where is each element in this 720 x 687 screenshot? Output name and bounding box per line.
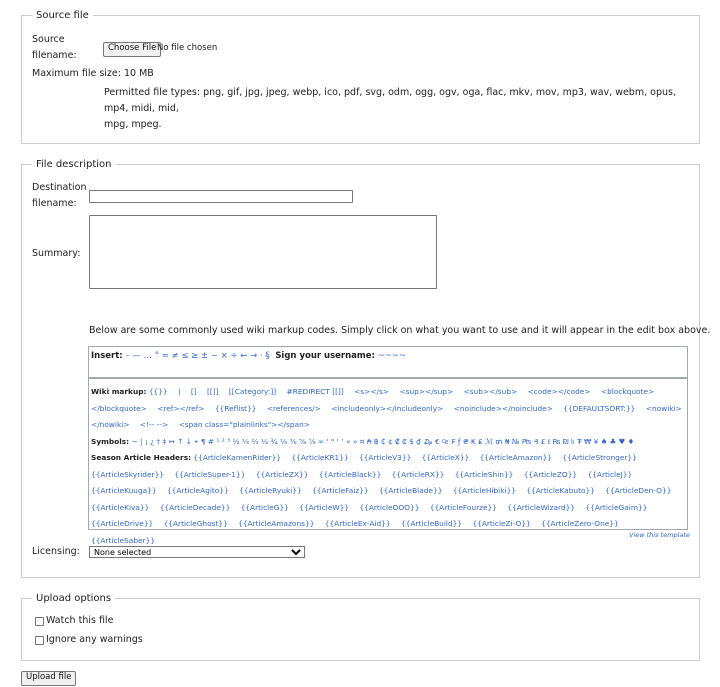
season-header-item[interactable]: {{ArticleBuild}}	[401, 519, 463, 528]
ignore-warnings-label: Ignore any warnings	[46, 634, 143, 645]
season-header-item[interactable]: {{ArticleSuper-1}}	[174, 469, 246, 479]
wiki-markup-item[interactable]: <sub></sub>	[463, 387, 518, 396]
symbols-chars[interactable]: ~ | ¡ ¿ † ‡ ↔ ↑ ↓ • ¶ # ¹ ² ³ ½ ⅓ ⅔ ¼ ¾ ⅛ ⅜ ⅝ ⅞ ∞ ' " ‘ ’ « » ¤ ₳ ฿ ₵ ¢ ₡ ₢ $ ₫ ₯ € ₠ ₣ ƒ ₴ ₭ ₤ ℳ ₥ ₦ № ₧ ₰ £ ៛ ₨ ₪ ৳ ₮ ₩ ¥ ♠ ♣ ♥ ♦	[131, 436, 635, 446]
season-header-item[interactable]: {{ArticleShin}}	[454, 469, 514, 479]
source-filename-label: Source filename:	[32, 34, 77, 61]
wiki-markup-row	[91, 384, 687, 434]
season-header-item[interactable]: {{ArticleKabuto}}	[526, 486, 595, 495]
wiki-markup-item[interactable]: <blockquote></blockquote>	[91, 387, 655, 413]
no-file-chosen-text: No file chosen	[157, 43, 218, 53]
wiki-markup-item[interactable]: <includeonly></includeonly>	[331, 403, 444, 413]
wiki-markup-item[interactable]: <nowiki></nowiki>	[91, 403, 682, 429]
insert-label: Insert:	[91, 351, 123, 361]
watch-file-checkbox[interactable]	[35, 617, 44, 626]
season-header-item[interactable]: {{ArticleBlade}}	[378, 486, 443, 495]
ignore-warnings-checkbox[interactable]	[35, 636, 44, 645]
wiki-markup-item[interactable]: |	[178, 387, 181, 396]
season-header-item[interactable]: {{ArticleZero-One}}	[541, 519, 619, 528]
season-header-item[interactable]: {{ArticleKiva}}	[91, 502, 150, 512]
licensing-label: Licensing:	[32, 546, 80, 557]
season-header-item[interactable]: {{ArticleSaber}}	[91, 535, 156, 545]
summary-textarea[interactable]	[89, 215, 437, 289]
sign-username-label: Sign your username:	[275, 351, 375, 361]
season-header-item[interactable]: {{ArticleZO}}	[523, 469, 578, 479]
licensing-select[interactable]	[89, 546, 305, 558]
season-header-item[interactable]: {{ArticleAgito}}	[166, 486, 229, 495]
season-header-item[interactable]: {{ArticleHibiki}}	[452, 486, 516, 495]
insert-chars[interactable]: – — … ° ≈ ≠ ≤ ≥ ± − × ÷ ← → · §	[125, 351, 270, 361]
season-header-item[interactable]: {{ArticleRX}}	[391, 469, 445, 479]
season-header-item[interactable]: {{ArticleKR1}}	[291, 453, 349, 462]
season-header-item[interactable]: {{ArticleGhost}}	[163, 519, 228, 528]
file-description-legend: File description	[36, 159, 112, 170]
max-file-size: Maximum file size: 10 MB	[32, 68, 154, 79]
wiki-markup-item[interactable]: <sup></sup>	[399, 387, 454, 396]
symbols-row	[91, 434, 687, 451]
season-header-item[interactable]: {{ArticleKamenRider}}	[193, 453, 282, 462]
wiki-markup-item[interactable]: [[]]	[207, 387, 219, 396]
wiki-markup-content	[91, 384, 687, 549]
season-header-item[interactable]: {{ArticleZi-O}}	[472, 519, 531, 528]
season-headers-label: Season Article Headers:	[91, 453, 192, 462]
wiki-markup-item[interactable]: [[Category:]]	[228, 387, 277, 396]
wiki-markup-item[interactable]: []	[190, 387, 197, 396]
season-header-item[interactable]: {{ArticleDrive}}	[91, 519, 154, 528]
season-headers-row	[91, 450, 687, 549]
season-header-item[interactable]: {{ArticleW}}	[299, 502, 350, 512]
wiki-markup-item[interactable]: <noinclude></noinclude>	[453, 403, 553, 413]
season-header-item[interactable]: {{ArticleWizard}}	[507, 502, 576, 512]
markup-help-text: Below are some commonly used wiki markup codes. Simply click on what you want to use and it will appear in the edit box above.	[89, 325, 711, 336]
destination-filename-label: Destination filename:	[32, 182, 87, 209]
watch-file-label: Watch this file	[46, 615, 114, 626]
wiki-markup-list	[91, 387, 682, 429]
wiki-markup-item[interactable]: {{Reflist}}	[214, 403, 257, 413]
sign-username-link[interactable]: ~~~~	[377, 351, 407, 361]
upload-options-legend: Upload options	[36, 593, 112, 604]
destination-filename-input[interactable]	[89, 190, 353, 203]
summary-label: Summary:	[32, 248, 81, 259]
season-header-item[interactable]: {{ArticleFaiz}}	[312, 486, 369, 495]
season-header-item[interactable]: {{ArticleZX}}	[255, 469, 309, 479]
wiki-markup-item[interactable]: <s></s>	[354, 387, 390, 396]
season-headers-list	[91, 453, 679, 545]
season-header-item[interactable]: {{ArticleAmazon}}	[479, 453, 552, 462]
wiki-markup-item[interactable]: <!-- -->	[139, 420, 169, 429]
wiki-markup-item[interactable]: <ref></ref>	[157, 403, 205, 413]
season-header-item[interactable]: {{ArticleRyuki}}	[239, 486, 302, 495]
symbols-label: Symbols:	[91, 436, 130, 446]
season-header-item[interactable]: {{ArticleFourze}}	[429, 502, 497, 512]
choose-file-button[interactable]: Choose File	[103, 42, 161, 57]
season-header-item[interactable]: {{ArticleStronger}}	[562, 453, 637, 462]
wiki-markup-item[interactable]: #REDIRECT [[]]	[286, 387, 344, 396]
season-header-item[interactable]: {{ArticleDen-O}}	[605, 486, 672, 495]
insert-row	[91, 350, 406, 362]
wiki-markup-item[interactable]: {{DEFAULTSORT:}}	[563, 403, 636, 413]
season-header-item[interactable]: {{ArticleJ}}	[587, 469, 633, 479]
season-header-item[interactable]: {{ArticleV3}}	[359, 453, 412, 462]
wiki-markup-label: Wiki markup:	[91, 387, 147, 396]
season-header-item[interactable]: {{ArticleKuuga}}	[91, 486, 157, 495]
season-header-item[interactable]: {{ArticleGaim}}	[585, 502, 648, 512]
wiki-markup-item[interactable]: <references/>	[266, 403, 321, 413]
season-header-item[interactable]: {{ArticleG}}	[240, 502, 289, 512]
season-header-item[interactable]: {{ArticleSkyrider}}	[91, 469, 164, 479]
season-header-item[interactable]: {{ArticleEx-Aid}}	[324, 519, 391, 528]
wiki-markup-item[interactable]: {{}}	[148, 387, 168, 396]
season-header-item[interactable]: {{ArticleBlack}}	[318, 469, 382, 479]
wiki-markup-item[interactable]: <span class="plainlinks"></span>	[178, 420, 310, 429]
wiki-markup-item[interactable]: <code></code>	[527, 387, 591, 396]
season-header-item[interactable]: {{ArticleDecade}}	[159, 502, 231, 512]
season-header-item[interactable]: {{ArticleAmazons}}	[238, 519, 315, 528]
permitted-file-types: Permitted file types: png, gif, jpg, jpeg, webp, ico, pdf, svg, odm, ogg, ogv, oga, flac, mkv, mov, mp3, wav, webm, opus, mp4, midi, mid, mpg, mpeg.	[104, 87, 676, 130]
season-header-item[interactable]: {{ArticleOOO}}	[359, 502, 420, 512]
view-template-link[interactable]: View this template	[629, 531, 690, 539]
season-header-item[interactable]: {{ArticleX}}	[421, 453, 470, 462]
upload-file-button[interactable]: Upload file	[21, 671, 76, 686]
source-file-legend: Source file	[36, 10, 89, 21]
upload-options-fieldset	[21, 593, 700, 661]
